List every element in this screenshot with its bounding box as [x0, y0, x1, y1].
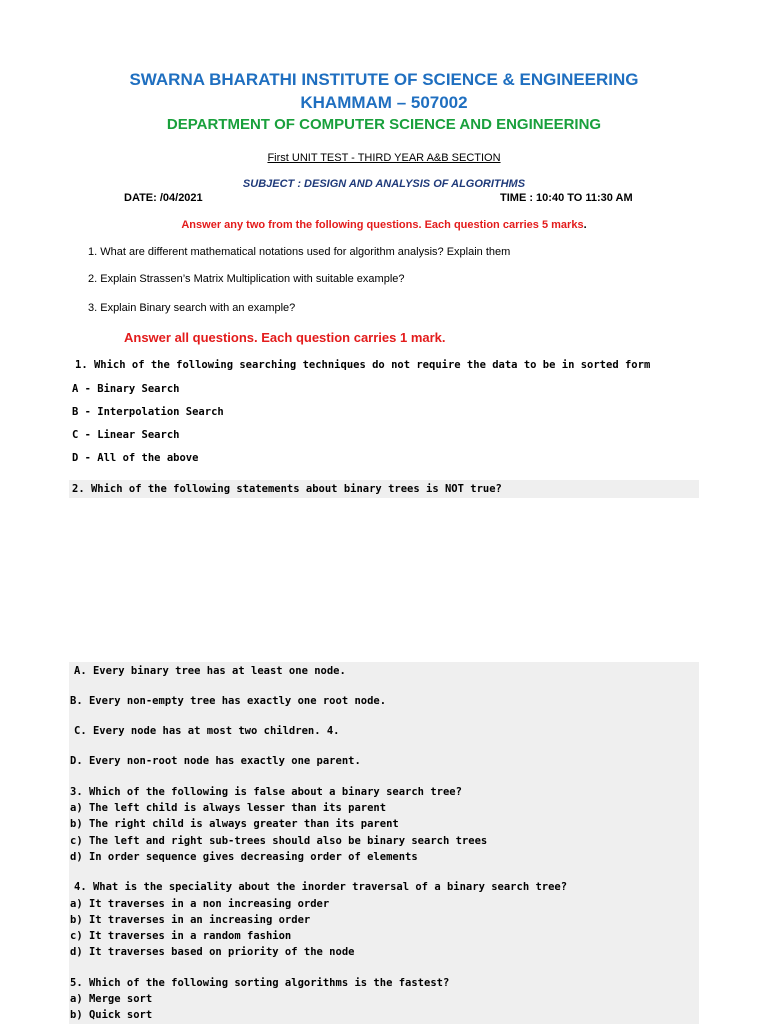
mcq-1-option-a: A - Binary Search [72, 383, 180, 395]
mcq-1-option-c: C - Linear Search [72, 429, 180, 441]
institute-name: SWARNA BHARATHI INSTITUTE OF SCIENCE & ENGINEERING [129, 70, 639, 89]
mcq-4-question: 4. What is the speciality about the inorder traversal of a binary search tree? [74, 881, 568, 893]
exam-date: DATE: /04/2021 [124, 192, 203, 204]
mcq-1-option-d: D - All of the above [72, 452, 199, 464]
mcq-2-option-a: A. Every binary tree has at least one node. [74, 665, 346, 677]
mcq-4-option-a: a) It traverses in a non increasing order [70, 898, 330, 910]
mcq-1-question: 1. Which of the following searching techniques do not require the data to be in sorted form [75, 359, 651, 371]
mcq-1-option-b: B - Interpolation Search [72, 406, 224, 418]
mcq-3-option-a: a) The left child is always lesser than its parent [70, 802, 387, 814]
mcq-2-option-b: B. Every non-empty tree has exactly one root node. [70, 695, 387, 707]
mcq-5-question: 5. Which of the following sorting algorithms is the fastest? [70, 977, 450, 989]
long-question-3: 3. Explain Binary search with an example? [88, 302, 296, 314]
mcq-4-option-d: d) It traverses based on priority of the node [70, 946, 355, 958]
department-name: DEPARTMENT OF COMPUTER SCIENCE AND ENGINEERING [166, 116, 602, 133]
section-a-instruction-text: Answer any two from the following questions. Each question carries 5 marks [181, 219, 584, 231]
subject-title: SUBJECT : DESIGN AND ANALYSIS OF ALGORITHMS [242, 178, 526, 190]
mcq-4-option-c: c) It traverses in a random fashion [70, 930, 292, 942]
mcq-5-option-a: a) Merge sort [70, 993, 153, 1005]
mcq-3-question: 3. Which of the following is false about a binary search tree? [70, 786, 462, 798]
institute-city: KHAMMAM – 507002 [300, 93, 468, 112]
test-title: First UNIT TEST - THIRD YEAR A&B SECTION [267, 152, 501, 164]
section-a-instruction [0, 219, 768, 231]
mcq-3-option-b: b) The right child is always greater than its parent [70, 818, 399, 830]
mcq-2-option-c: C. Every node has at most two children. 4. [74, 725, 340, 737]
mcq-3-option-c: c) The left and right sub-trees should also be binary search trees [70, 835, 488, 847]
exam-time: TIME : 10:40 TO 11:30 AM [500, 192, 633, 204]
mcq-2-option-d: D. Every non-root node has exactly one parent. [70, 755, 361, 767]
section-a-instruction-period: . [583, 219, 587, 231]
mcq-5-option-b: b) Quick sort [70, 1009, 153, 1021]
long-question-1: 1. What are different mathematical notations used for algorithm analysis? Explain them [88, 246, 511, 258]
mcq-4-option-b: b) It traverses in an increasing order [70, 914, 311, 926]
mcq-2-question: 2. Which of the following statements about binary trees is NOT true? [72, 483, 502, 495]
mcq-3-option-d: d) In order sequence gives decreasing order of elements [70, 851, 418, 863]
section-b-instruction: Answer all questions. Each question carries 1 mark. [124, 330, 446, 345]
long-question-2: 2. Explain Strassen’s Matrix Multiplication with suitable example? [88, 273, 405, 285]
